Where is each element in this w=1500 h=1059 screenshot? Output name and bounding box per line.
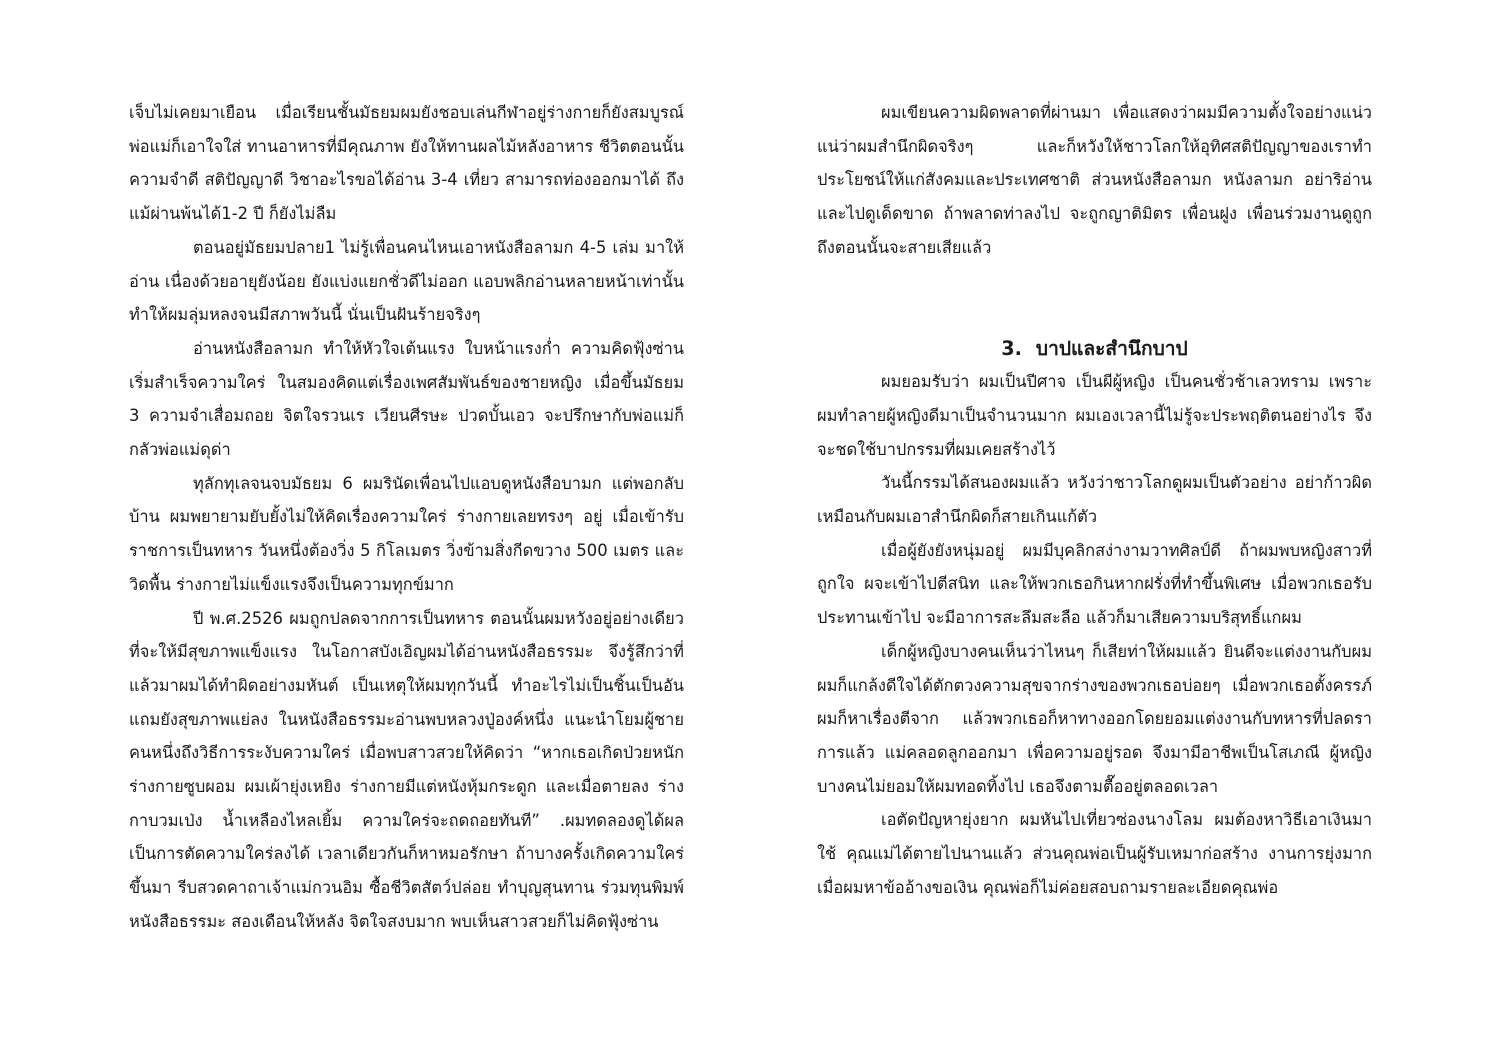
paragraph: ทุลักทุเลจนจบมัธยม 6 ผมรินัดเพื่อนไปแอบดูหนังสือบามก แต่พอกลับบ้าน ผมพยายามยับยั้งไม่ให้คิดเรื่องความใคร่ ร่างกายเลยทรงๆ อยู่ เมื่อเข้ารับราชการเป็นทหาร วันหนึ่งต้องวิ่ง 5 กิโลเมตร วิ่งข้ามสิ่งกีดขวาง 500 เมตร และวิดพื้น ร่างกายไม่แข็งแรงจึงเป็นความทุกข์มาก bbox=[129, 473, 684, 594]
section-number: 3. bbox=[1001, 336, 1022, 360]
paragraph: ผมยอมรับว่า ผมเป็นปีศาจ เป็นผีผู้หญิง เป็นคนชั่วช้าเลวทราม เพราะผมทำลายผู้หญิงดีมาเป็นจำนวนมาก ผมเองเวลานี้ไม่รู้จะประพฤติตนอย่างไร จึงจะชดใช้บาปกรรมที่ผมเคยสร้างไว้ bbox=[817, 372, 1372, 459]
section-heading bbox=[817, 332, 1372, 366]
intro-paragraph: ผมเขียนความผิดพลาดที่ผ่านมา เพื่อแสดงว่าผมมีความตั้งใจอย่างแน่วแน่ว่าผมสำนึกผิดจริงๆ และก็หวังให้ชาวโลกให้อุทิศสติปัญญาของเราทำประโยชน์ให้แก่สังคมและประเทศชาติ ส่วนหนังสือลามก หนังลามก อย่าริอ่านและไปดูเด็ดขาด ถ้าพลาดท่าลงไป จะถูกญาติมิตร เพื่อนฝูง เพื่อนร่วมงานดูถูก ถึงตอนนั้นจะสายเสียแล้ว bbox=[817, 103, 1372, 257]
paragraph: อ่านหนังสือลามก ทำให้หัวใจเต้นแรง ใบหน้าแรงก่ำ ความคิดฟุ้งซ่าน เริ่มสำเร็จความใคร่ ในสมองคิดแต่เรื่องเพศสัมพันธ์ของชายหญิง เมื่อขึ้นมัธยม 3 ความจำเสื่อมถอย จิตใจรวนเร เวียนศีรษะ ปวดบั้นเอว จะปรึกษากับพ่อแม่ก็กลัวพ่อแม่ดุด่า bbox=[129, 338, 684, 460]
paragraph: เมื่อผู้ยังยังหนุ่มอยู่ ผมมีบุคลิกสง่างามวาทศิลป์ดี ถ้าผมพบหญิงสาวที่ถูกใจ ผจะเข้าไปตีสนิท และให้พวกเธอกินหากฝรั่งที่ทำขึ้นพิเศษ เมื่อพวกเธอรับประทานเข้าไป จะมีอาการสะลึมสะลือ แล้วก็มาเสียความบริสุทธิ์แกผม bbox=[817, 540, 1372, 628]
paragraph: เด็กผู้หญิงบางคนเห็นว่าไหนๆ ก็เสียท่าให้ผมแล้ว ยินดีจะแต่งงานกับผม ผมก็แกล้งดีใจได้ตักตวงความสุขจากร่างของพวกเธอบ่อยๆ เมื่อพวกเธอตั้งครรภ์ ผมก็หาเรื่องตีจาก แล้วพวกเธอก็หาทางออกโดยยอมแต่งงานกับทหารที่ปลดราการแล้ว แม่คลอดลูกออกมา เพื่อความอยู่รอด จึงมามีอาชีพเป็นโสเภณี ผู้หญิงบางคนไม่ยอมให้ผมทอดทิ้งไป เธอจึงตามตื๊ออยู่ตลอดเวลา bbox=[817, 641, 1372, 796]
paragraph: ตอนอยู่มัธยมปลาย1 ไม่รู้เพื่อนคนไหนเอาหนังสือลามก 4-5 เล่ม มาให้อ่าน เนื่องด้วยอายุยังน้อย ยังแบ่งแยกชั่วดีไม่ออก แอบพลิกอ่านหลายหน้าเท่านั้น ทำให้ผมลุ่มหลงจนมีสภาพวันนี้ นั่นเป็นฝันร้ายจริงๆ bbox=[129, 237, 684, 325]
paragraph: เจ็บไม่เคยมาเยือน เมื่อเรียนชั้นมัธยมผมยังชอบเล่นกีฬาอยู่ร่างกายก็ยังสมบูรณ์ พ่อแม่ก็เอาใจใส่ ทานอาหารที่มีคุณภาพ ยังให้ทานผลไม้หลังอาหาร ชีวิตตอนนั้น ความจำดี สติปัญญาดี วิชาอะไรขอได้อ่าน 3-4 เที่ยว สามารถท่องออกมาได้ ถึงแม้ผ่านพ้นได้1-2 ปี ก็ยังไม่ลืม bbox=[129, 103, 684, 224]
paragraph: วันนี้กรรมได้สนองผมแล้ว หวังว่าชาวโลกดูผมเป็นตัวอย่าง อย่าก้าวผิดเหมือนกับผมเอาสำนึกผิดก็สายเกินแก้ตัว bbox=[817, 473, 1372, 527]
left-page bbox=[129, 96, 684, 939]
paragraph: เอตัดปัญหายุ่งยาก ผมหันไปเที่ยวซ่องนางโลม ผมต้องหาวิธีเอาเงินมาใช้ คุณแม่ได้ตายไปนานแล้ว ส่วนคุณพ่อเป็นผู้รับเหมาก่อสร้าง งานการยุ่งมาก เมื่อผมหาข้ออ้างขอเงิน คุณพ่อก็ไม่ค่อยสอบถามรายละเอียดคุณพ่อ bbox=[817, 810, 1372, 897]
paragraph: ปี พ.ศ.2526 ผมถูกปลดจากการเป็นทหาร ตอนนั้นผมหวังอยู่อย่างเดียวที่จะให้มีสุขภาพแข็งแรง ในโอกาสบังเอิญผมได้อ่านหนังสือธรรมะ จึงรู้สึกว่าที่แล้วมาผมได้ทำผิดอย่างมหันต์ เป็นเหตุให้ผมทุกวันนี้ ทำอะไรไม่เป็นชิ้นเป็นอัน แถมยังสุขภาพแย่ลง ในหนังสือธรรมะอ่านพบหลวงปู่องค์หนึ่ง แนะนำโยมผู้ชายคนหนึ่งถึงวิธีการระงับความใคร่ เมื่อพบสาวสวยให้คิดว่า “หากเธอเกิดป่วยหนัก ร่างกายซูบผอม ผมเผ้ายุ่งเหยิง ร่างกายมีแต่หนังหุ้มกระดูก และเมื่อตายลง ร่างกาบวมเป่ง น้ำเหลืองไหลเยิ้ม ความใคร่จะถดถอยทันที” .ผมทดลองดูได้ผล เป็นการตัดความใคร่ลงได้ เวลาเดียวกันก็หาหมอรักษา ถ้าบางครั้งเกิดความใคร่ขึ้นมา รีบสวดคาถาเจ้าแม่กวนอิม ซื้อชีวิตสัตว์ปล่อย ทำบุญสุนทาน ร่วมทุนพิมพ์หนังสือธรรมะ สองเดือนให้หลัง จิตใจสงบมาก พบเห็นสาวสวยก็ไม่คิดฟุ้งซ่าน bbox=[129, 608, 684, 931]
section-spacer bbox=[817, 265, 1372, 332]
section-title: บาปและสำนึกบาป bbox=[1035, 336, 1188, 360]
right-page bbox=[817, 96, 1372, 904]
